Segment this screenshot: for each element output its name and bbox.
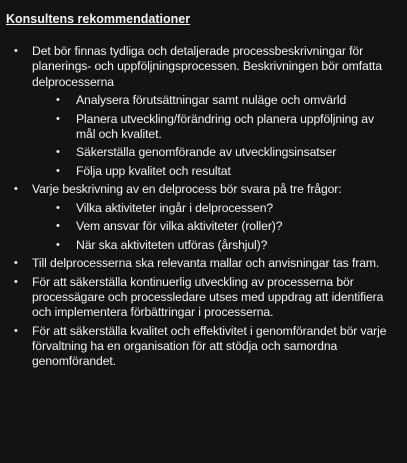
list-item-text: Till delprocesserna ska relevanta mallar och anvisningar tas fram. [32, 256, 380, 271]
page-title: Konsultens rekommendationer [6, 12, 191, 26]
list-item [0, 275, 392, 321]
list-item-text: För att säkerställa kontinuerlig utveckling av processerna bör processägare och processledare utses med uppdrag att identifiera och implementera förbättringar i processerna. [32, 274, 384, 320]
bullet-icon: • [56, 238, 60, 251]
bullet-icon: • [56, 220, 60, 233]
bullet-icon: • [56, 201, 60, 214]
list-item-text: Planera utveckling/förändring och planera uppföljning av mål och kvalitet. [76, 111, 374, 141]
list-item [0, 238, 376, 253]
bullet-icon: • [14, 257, 18, 270]
bullet-icon: • [14, 183, 18, 196]
bullet-icon: • [56, 164, 60, 177]
list-item-text: Analysera förutsättningar samt nuläge och omvärld [76, 93, 347, 108]
list-item [0, 164, 376, 179]
list-item-text: Säkerställa genomförande av utvecklingsinsatser [76, 145, 337, 160]
list-item [0, 219, 376, 234]
list-item-text: För att säkerställa kvalitet och effektivitet i genomförandet bör varje förvaltning ha en organisation för att stödja och samordna genomförandet. [32, 323, 387, 369]
list-item-text: Det bör finnas tydliga och detaljerade processbeskrivningar för planerings- och uppföljningsprocessen. Beskrivningen bör omfatta delprocesserna [32, 44, 382, 89]
bullet-icon: • [14, 45, 18, 57]
list-item [0, 93, 376, 108]
list-item [0, 201, 376, 216]
list-item [0, 112, 376, 143]
list-item [0, 182, 392, 197]
list-item-text: Vilka aktiviteter ingår i delprocessen? [76, 200, 274, 215]
list-item [0, 324, 392, 370]
list-item-text: Varje beskrivning av en delprocess bör svara på tre frågor: [32, 182, 342, 197]
bullet-icon: • [56, 112, 60, 125]
bullet-icon: • [14, 275, 18, 288]
bullet-icon: • [14, 324, 18, 337]
recommendation-list [0, 44, 407, 373]
list-item [0, 44, 392, 90]
list-item [0, 256, 392, 271]
list-item-text: Vem ansvar för vilka aktiviteter (roller)? [76, 219, 283, 234]
list-item [0, 145, 376, 160]
bullet-icon: • [56, 146, 60, 159]
list-item-text: Följa upp kvalitet och resultat [76, 163, 231, 178]
bullet-icon: • [56, 94, 60, 107]
list-item-text: När ska aktiviteten utföras (årshjul)? [76, 237, 268, 252]
